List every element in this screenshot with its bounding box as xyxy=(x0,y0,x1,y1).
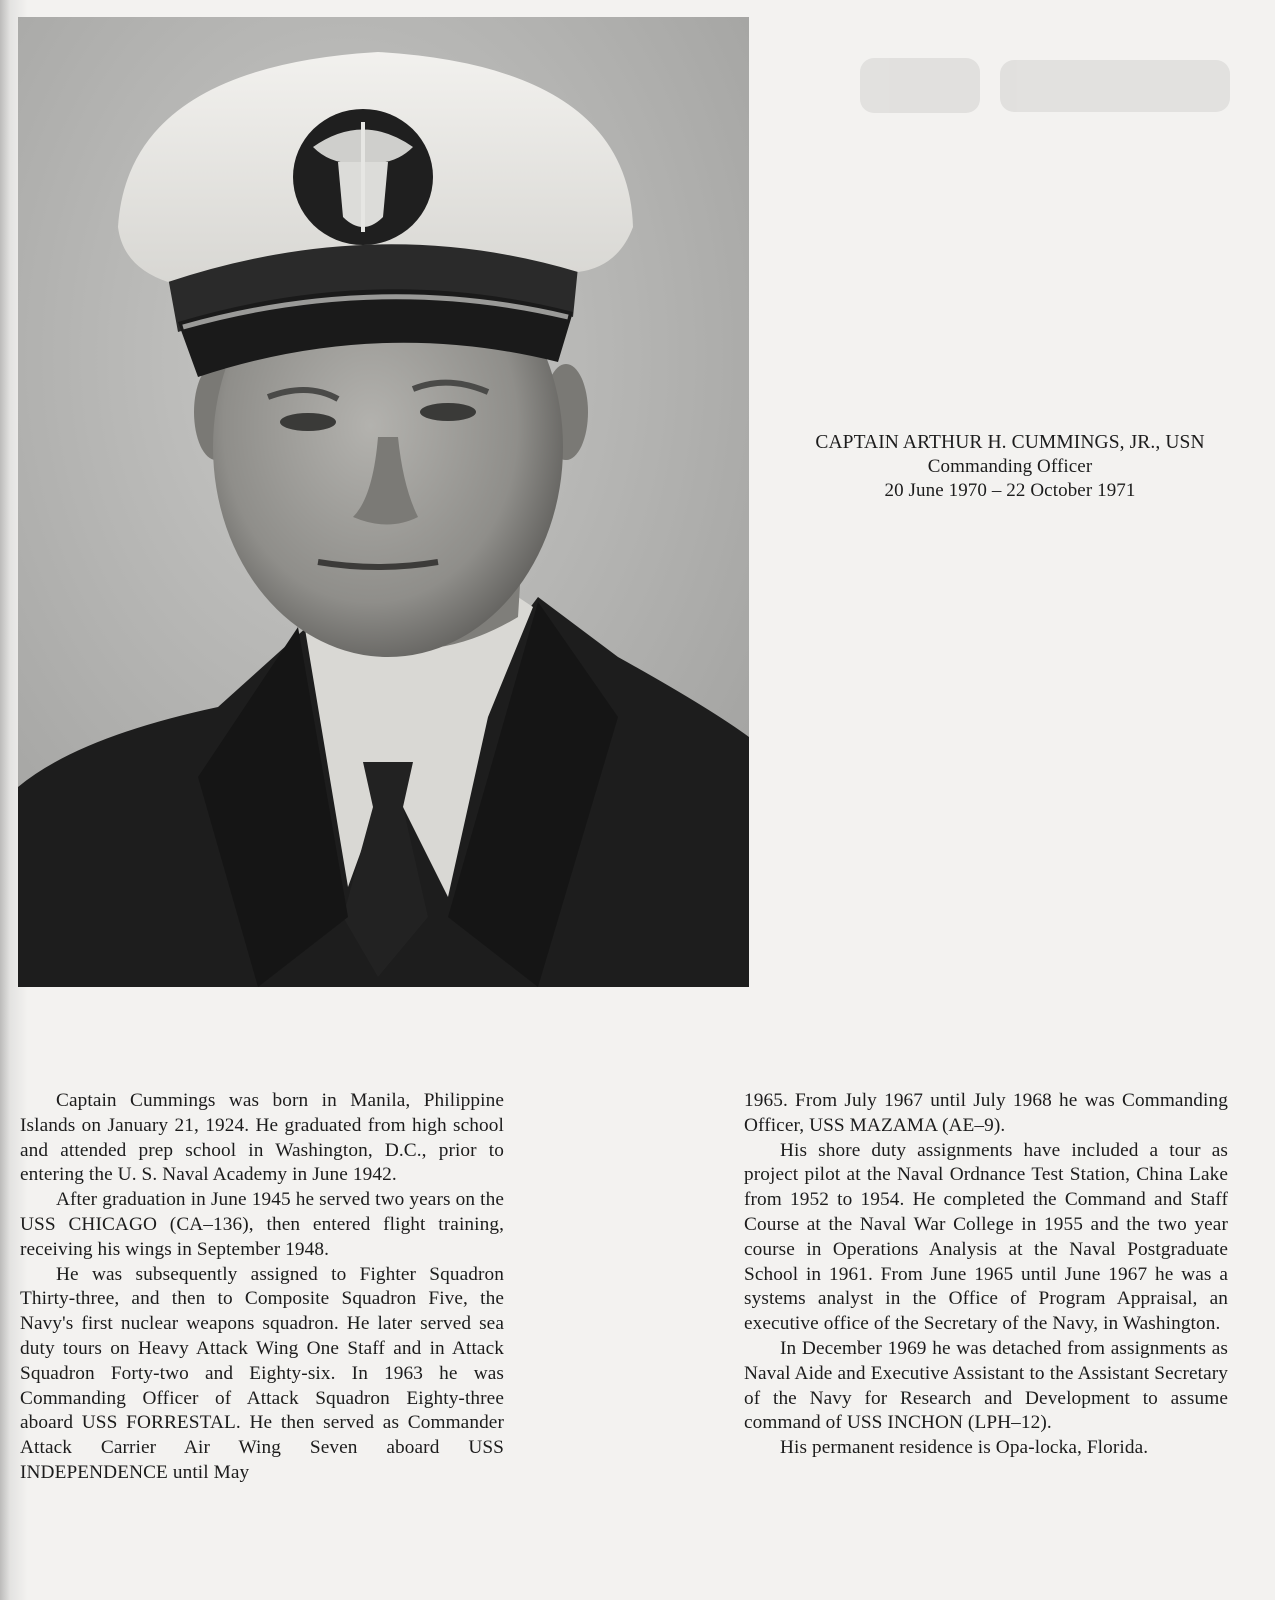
officer-role: Commanding Officer xyxy=(927,456,1093,477)
bio-paragraph: His permanent residence is Opa-locka, Florida. xyxy=(780,1437,1149,1459)
bio-paragraph: Captain Cummings was born in Manila, Philippine Islands on January 21, 1924. He graduated from high school and attended prep school in Washington, D.C., prior to entering the U. S. Naval Academy in June 1942. xyxy=(20,1090,504,1186)
officer-name: CAPTAIN ARTHUR H. CUMMINGS, JR., USN xyxy=(815,432,1205,453)
bio-paragraph: He was subsequently assigned to Fighter Squadron Thirty-three, and then to Composite Squadron Five, the Navy's first nuclear weapons squadron. He later served sea duty tours on Heavy Attack Wing One Staff and in Attack Squadron Forty-two and Eighty-six. In 1963 he was Commanding Officer of Attack Squadron Eighty-three aboard USS FORRESTAL. He then served as Commander Attack Carrier Air Wing Seven aboard USS INDEPENDENCE until May xyxy=(20,1263,504,1483)
biography-right-column xyxy=(744,1089,1228,1461)
portrait-caption xyxy=(760,431,1260,503)
command-dates: 20 June 1970 – 22 October 1971 xyxy=(884,480,1136,501)
bio-paragraph: His shore duty assignments have included a tour as project pilot at the Naval Ordnance Test Station, China Lake from 1952 to 1954. He completed the Command and Staff Course at the Naval War College in 1955 and the two year course in Operations Analysis at the Naval Postgraduate School in 1961. From June 1965 until June 1967 he was a systems analyst in the Office of Program Appraisal, an executive office of the Secretary of the Navy, in Washington. xyxy=(744,1139,1228,1335)
bleed-through-heading xyxy=(860,48,1240,128)
bio-paragraph-continuation: 1965. From July 1967 until July 1968 he was Commanding Officer, USS MAZAMA (AE–9). xyxy=(744,1090,1228,1136)
officer-portrait-photo xyxy=(18,17,749,987)
bio-paragraph: After graduation in June 1945 he served two years on the USS CHICAGO (CA–136), then entered flight training, receiving his wings in September 1948. xyxy=(20,1189,504,1260)
portrait-photo-icon xyxy=(18,17,749,987)
biography-left-column xyxy=(20,1089,504,1486)
bio-paragraph: In December 1969 he was detached from assignments as Naval Aide and Executive Assistant to the Assistant Secretary of the Navy for Research and Development to assume command of USS INCHON (LPH–12). xyxy=(744,1337,1228,1434)
